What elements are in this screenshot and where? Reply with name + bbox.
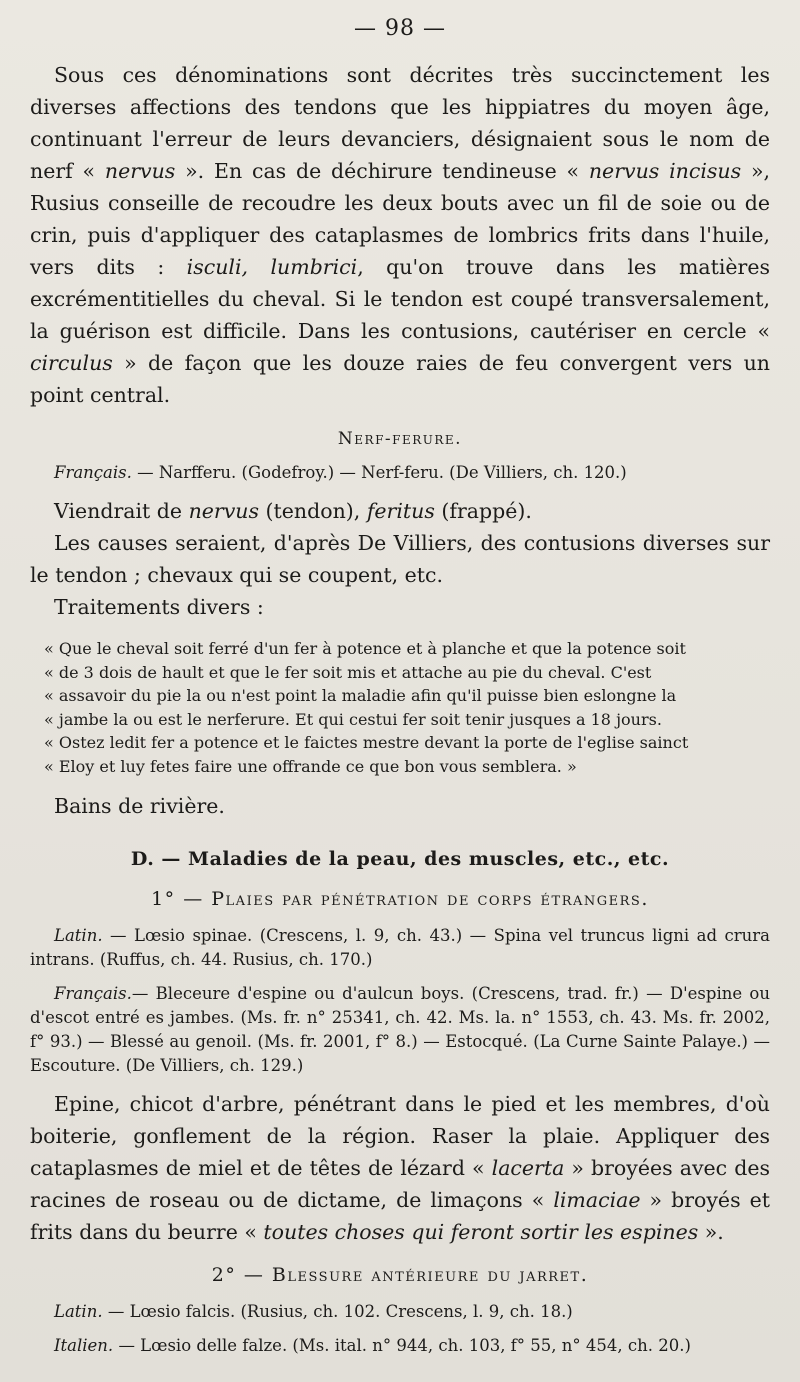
paragraph-tendons <box>30 59 770 411</box>
quote-line: « jambe la ou est le nerferure. Et qui cestui fer soit tenir jusques a 18 jours. <box>44 709 662 729</box>
italic-term: nervus <box>104 159 176 183</box>
text-run: Epine, chicot d'arbre, pénétrant dans le pied et les membres, d'où boiterie, gonflement de la région. Raser la plaie. Appliquer des cataplasmes de miel et de têtes de lézard « <box>30 1092 770 1180</box>
paragraph-bains: Bains de rivière. <box>54 794 225 818</box>
text-run: (frappé). <box>434 499 532 523</box>
quote-line: « assavoir du pie la ou n'est point la maladie afin qu'il puisse bien eslongne la <box>44 686 677 705</box>
heading-nerf-ferure: Nerf-ferure. <box>337 429 463 449</box>
italic-term: nervus incisus <box>588 159 742 183</box>
italic-term: feritus <box>366 499 435 523</box>
text-run: Sous ces dénominations sont décrites très succinctement les diverses affections des tendons que les hippiatres du moyen âge, continuant l'erreur de leurs devanciers, désignaient sous le nom de nerf « <box>30 63 770 183</box>
citation-text: — Lœsio delle falze. (Ms. ital. n° 944, ch. 103, f° 55, n° 454, ch. 20.) <box>118 1336 691 1355</box>
italic-term: lacerta <box>491 1156 565 1180</box>
language-label: Latin. <box>54 926 103 945</box>
text-run: Viendrait de <box>54 499 189 523</box>
quote-line: « Que le cheval soit ferré d'un fer à potence et à planche et que la potence soit <box>44 639 686 658</box>
heading-plaies: 1° — Plaies par pénétration de corps étrangers. <box>151 888 649 910</box>
text-run: ». <box>698 1220 724 1244</box>
text-run: » broyées avec des racines de roseau ou de dictame, de limaçons « <box>30 1156 770 1212</box>
heading-jarret: 2° — Blessure antérieure du jarret. <box>211 1264 589 1286</box>
italien-citation <box>30 1334 770 1358</box>
francais-citation-2 <box>30 982 770 1078</box>
latin-citation-2 <box>30 1300 770 1324</box>
quote-line: « Eloy et luy fetes faire une offrande ce que bon vous semblera. » <box>44 756 577 776</box>
paragraph-epine <box>30 1088 770 1248</box>
francais-citation <box>30 461 770 485</box>
italic-term: isculi, lumbrici <box>186 255 358 279</box>
quote-line: « de 3 dois de hault et que le fer soit mis et attache au pie du cheval. C'est <box>44 662 652 682</box>
citation-text: — Lœsio falcis. (Rusius, ch. 102. Crescens, l. 9, ch. 18.) <box>107 1302 573 1321</box>
language-label: Latin. <box>54 1302 103 1321</box>
language-label: Italien. <box>54 1336 114 1355</box>
text-run: (tendon), <box>259 499 367 523</box>
citation-text: — Narfferu. (Godefroy.) — Nerf-feru. (De Villiers, ch. 120.) <box>131 463 627 482</box>
italic-term: nervus <box>188 499 260 523</box>
section-heading-d: D. — Maladies de la peau, des muscles, etc., etc. <box>130 848 670 870</box>
language-label: Français. <box>54 463 132 482</box>
page-number: — 98 — <box>354 16 446 41</box>
italic-term: toutes choses qui feront sortir les espines <box>263 1220 699 1244</box>
paragraph-traitements: Traitements divers : <box>54 595 264 619</box>
text-run: ». En cas de déchirure tendineuse « <box>175 159 589 183</box>
text-run: » de façon que les douze raies de feu convergent vers un point central. <box>30 351 770 407</box>
latin-citation <box>30 924 770 972</box>
text-run: » broyés et frits dans du beurre « <box>30 1188 770 1244</box>
citation-text: — Bleceure d'espine ou d'aulcun boys. (Crescens, trad. fr.) — D'espine ou d'escot entré es jambes. (Ms. fr. n° 25341, ch. 42. Ms. la. n° 1553, ch. 43. Ms. fr. 2002, f° 93.) — Blessé au genoil. (Ms. fr. 2001, f° 8.) — Estocqué. (La Curne Sainte Palaye.) — Escouture. (De Villiers, ch. 129.) <box>30 984 770 1075</box>
paragraph-causes: Les causes seraient, d'après De Villiers, des contusions diverses sur le tendon ; chevaux qui se coupent, etc. <box>30 531 770 587</box>
text-run: », Rusius conseille de recoudre les deux bouts avec un fil de soie ou de crin, puis d'appliquer des cataplasmes de lombrics frits dans l'huile, vers dits : <box>30 159 771 279</box>
citation-text: — Lœsio spinae. (Crescens, l. 9, ch. 43.) — Spina vel truncus ligni ad crura intrans. (Ruffus, ch. 44. Rusius, ch. 170.) <box>30 926 770 969</box>
italic-term: limaciae <box>553 1188 641 1212</box>
quote-line: « Ostez ledit fer a potence et le faictes mestre devant la porte de l'eglise sainct <box>44 733 689 752</box>
text-run: , qu'on trouve dans les matières excrémentitielles du cheval. Si le tendon est coupé transversalement, la guérison est difficile. Dans les contusions, cautériser en cercle « <box>30 255 770 343</box>
italic-term: circulus <box>30 351 113 375</box>
language-label: Français. <box>54 984 132 1003</box>
old-french-quote <box>30 637 770 778</box>
paragraph-etymology <box>30 495 770 527</box>
